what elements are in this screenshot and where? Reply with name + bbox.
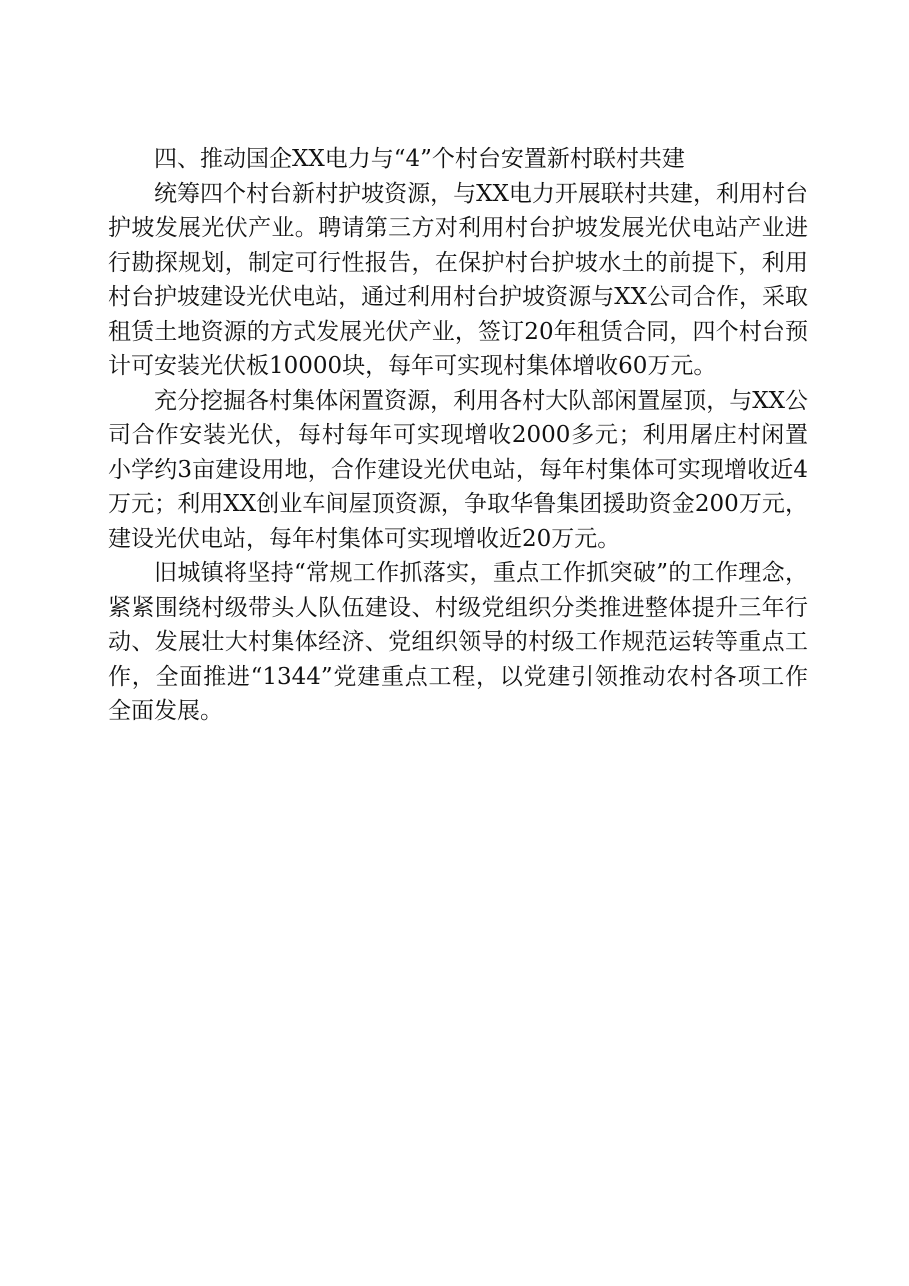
document-body: [108, 142, 808, 729]
paragraph-idle-resources: 充分挖掘各村集体闲置资源，利用各村大队部闲置屋顶，与XX公司合作安装光伏，每村每年可实现增收2000多元；利用屠庄村闲置小学约3亩建设用地，合作建设光伏电站，每年村集体可实现增收近4万元；利用XX创业车间屋顶资源，争取华鲁集团援助资金200万元，建设光伏电站，每年村集体可实现增收近20万元。: [108, 387, 808, 552]
section-heading: 四、推动国企XX电力与“4”个村台安置新村联村共建: [154, 146, 685, 172]
paragraph-photovoltaic-slope: 统筹四个村台新村护坡资源，与XX电力开展联村共建，利用村台护坡发展光伏产业。聘请第三方对利用村台护坡发展光伏电站产业进行勘探规划，制定可行性报告，在保护村台护坡水土的前提下，利用村台护坡建设光伏电站，通过利用村台护坡资源与XX公司合作，采取租赁土地资源的方式发展光伏产业，签订20年租赁合同，四个村台预计可安装光伏板10000块，每年可实现村集体增收60万元。: [108, 180, 808, 379]
paragraph-conclusion: 旧城镇将坚持“常规工作抓落实，重点工作抓突破”的工作理念，紧紧围绕村级带头人队伍建设、村级党组织分类推进整体提升三年行动、发展壮大村集体经济、党组织领导的村级工作规范运转等重点工作，全面推进“1344”党建重点工程，以党建引领推动农村各项工作全面发展。: [108, 560, 808, 724]
